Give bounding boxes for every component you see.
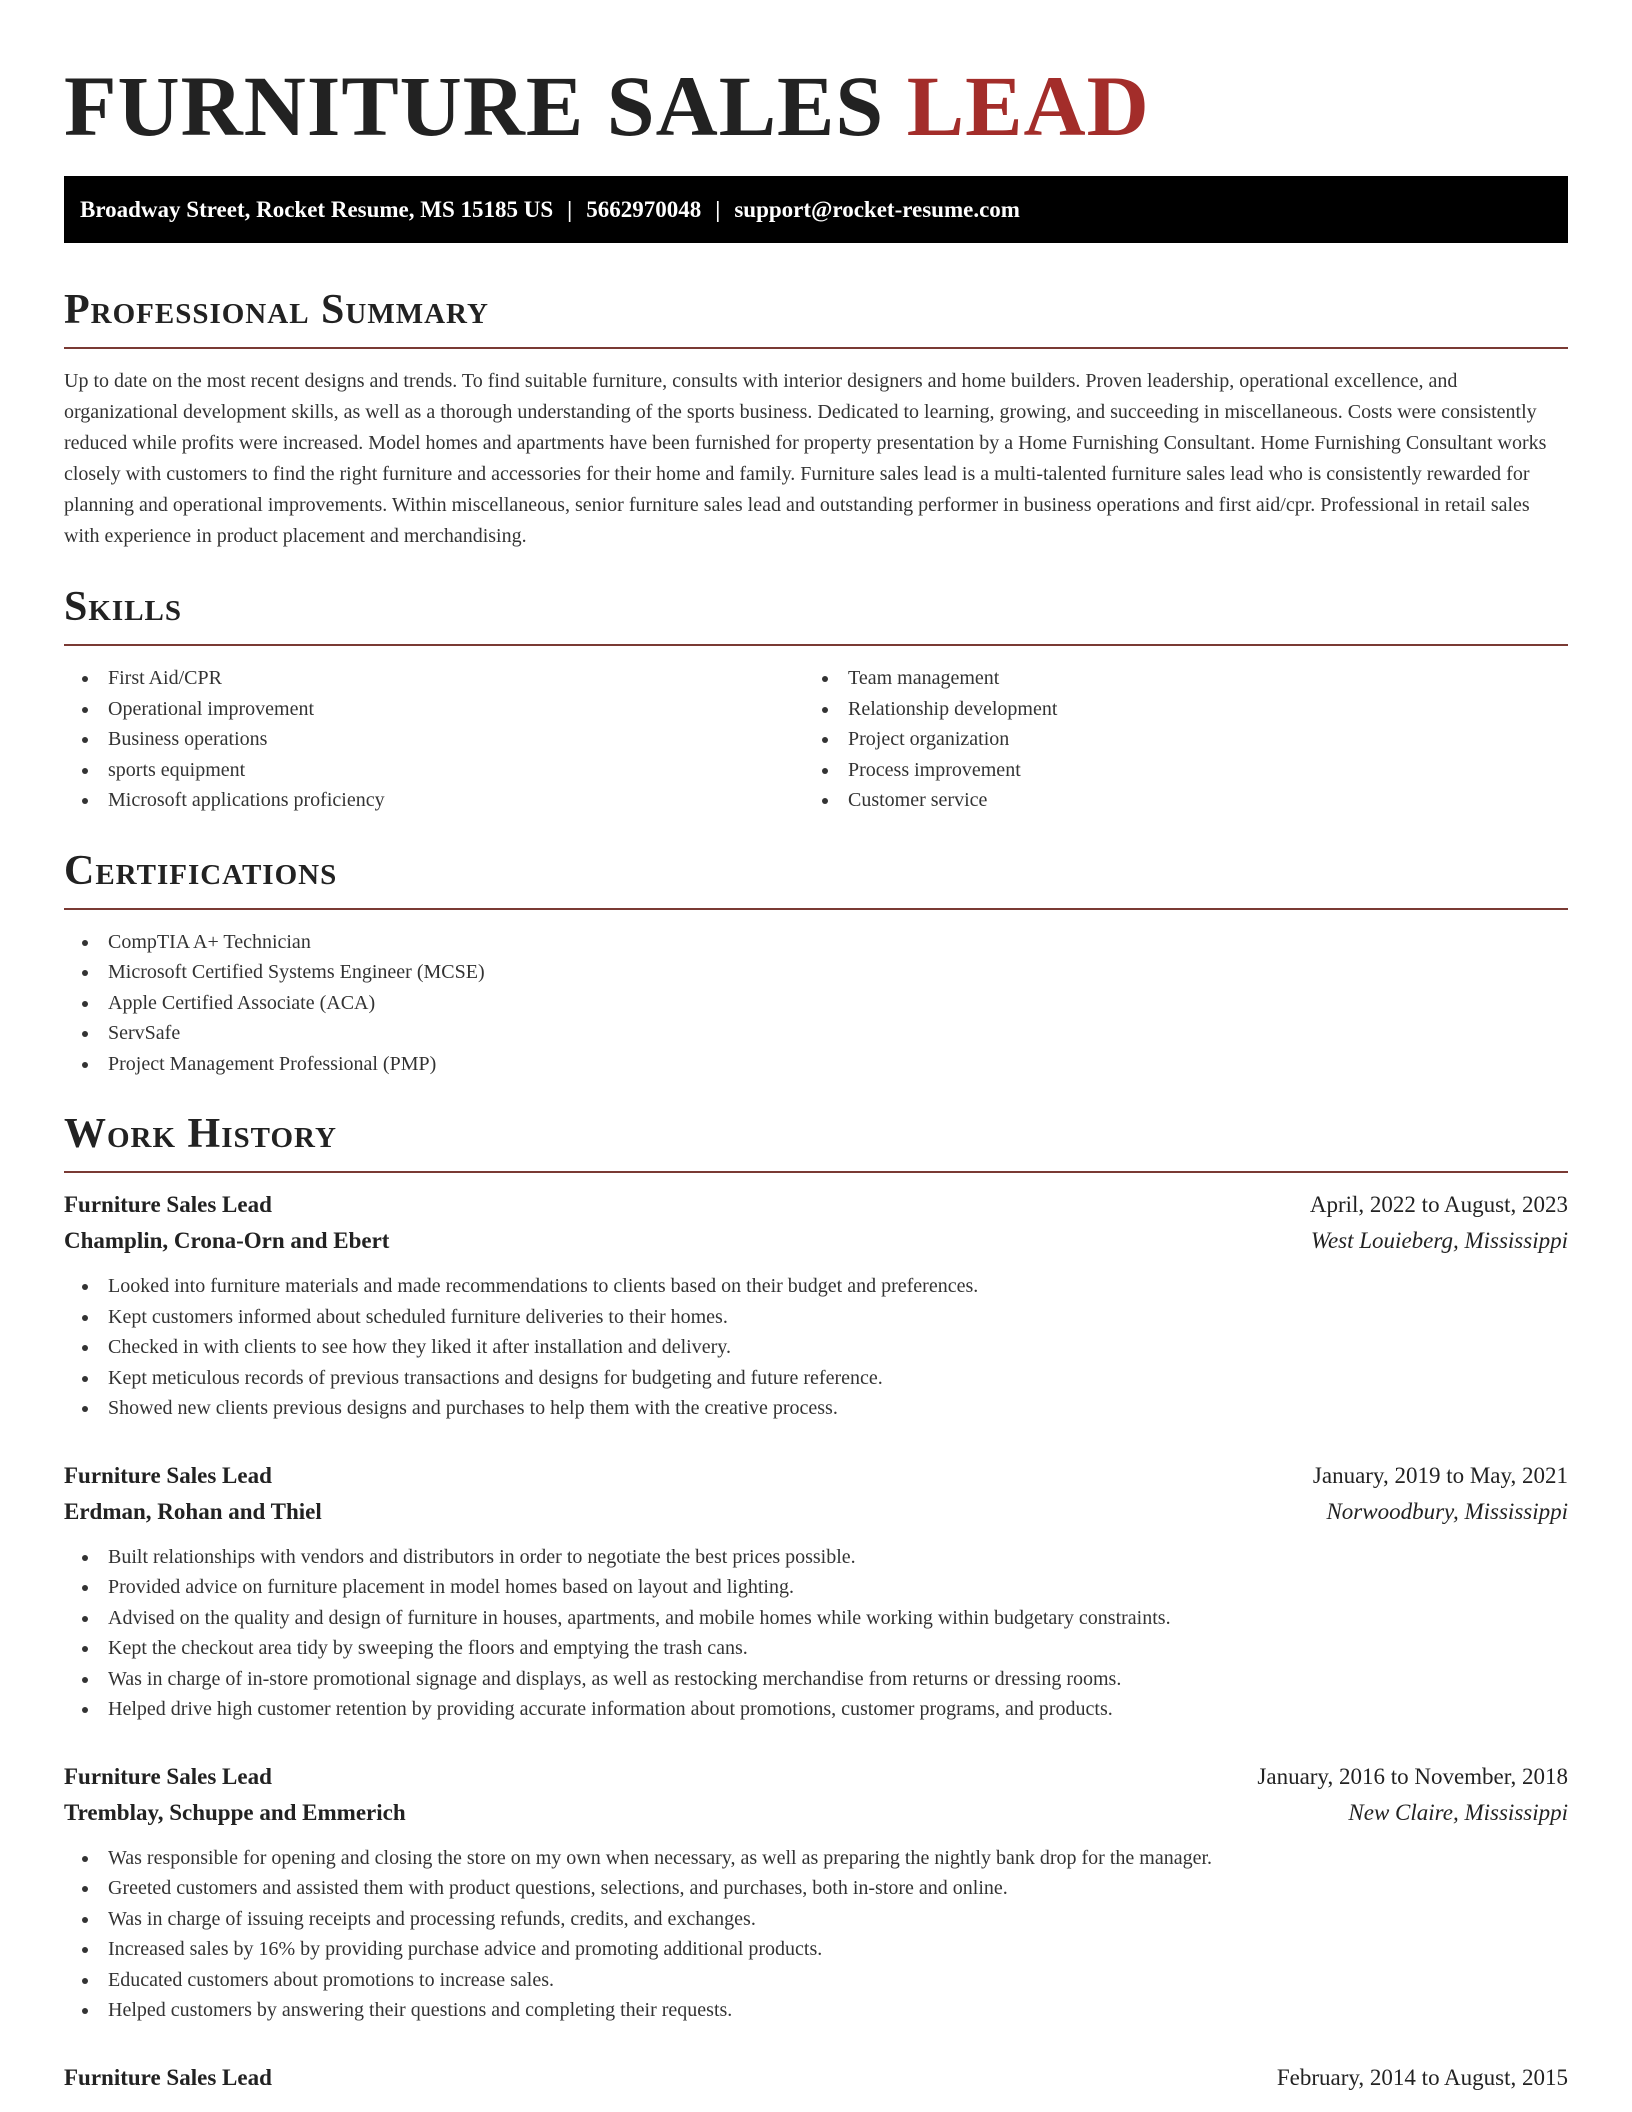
job-company-row [64,1223,1568,1259]
job-bullet: Educated customers about promotions to increase sales. [64,1965,1568,1996]
skill-item: Microsoft applications proficiency [64,785,804,816]
job-title: Furniture Sales Lead [64,2064,272,2090]
job-bullet: Kept customers informed about scheduled furniture deliveries to their homes. [64,1302,1568,1333]
skill-item: sports equipment [64,755,804,786]
skills-section [64,582,1568,816]
job-entry [64,1759,1568,2026]
job-bullet: Was in charge of issuing receipts and processing refunds, credits, and exchanges. [64,1904,1568,1935]
skill-item: Process improvement [804,755,1544,786]
job-company: Erdman, Rohan and Thiel [64,1498,322,1524]
skill-item: Relationship development [804,694,1544,725]
certification-item: Microsoft Certified Systems Engineer (MCSE) [64,957,1568,988]
skills-heading: Skills [64,582,1568,646]
job-dates: January, 2016 to November, 2018 [1257,1763,1568,1789]
skills-list-left [64,663,804,816]
certification-item: Project Management Professional (PMP) [64,1049,1568,1080]
contact-phone: 5662970048 [586,196,702,222]
contact-bar [64,176,1568,243]
job-entry [64,1458,1568,1725]
job-bullet: Advised on the quality and design of furniture in houses, apartments, and mobile homes while working within budgetary constraints. [64,1603,1568,1634]
job-header-row [64,1187,1568,1223]
work-history-section [64,1109,1568,2096]
certification-item: ServSafe [64,1018,1568,1049]
skills-list-right [804,663,1544,816]
contact-address: Broadway Street, Rocket Resume, MS 15185 US [80,196,554,222]
job-title: Furniture Sales Lead [64,1763,272,1789]
job-bullet: Built relationships with vendors and distributors in order to negotiate the best prices possible. [64,1542,1568,1573]
skill-item: First Aid/CPR [64,663,804,694]
job-bullet: Helped drive high customer retention by providing accurate information about promotions, customer programs, and products. [64,1694,1568,1725]
job-company: Champlin, Crona-Orn and Ebert [64,1228,390,1253]
job-bullet: Checked in with clients to see how they liked it after installation and delivery. [64,1332,1568,1363]
skill-item: Operational improvement [64,694,804,725]
job-bullet: Provided advice on furniture placement in model homes based on layout and lighting. [64,1572,1568,1603]
certifications-heading: Certifications [64,846,1568,910]
certifications-list [64,927,1568,1080]
job-title: Furniture Sales Lead [64,1192,272,1217]
job-bullets [64,1542,1568,1725]
job-bullets [64,1843,1568,2026]
contact-separator: | [567,196,573,222]
resume-title [64,0,1568,156]
job-bullets [64,1271,1568,1424]
job-company-row [64,1494,1568,1530]
job-bullet: Increased sales by 16% by providing purchase advice and promoting additional products. [64,1934,1568,1965]
job-dates: January, 2019 to May, 2021 [1312,1462,1568,1488]
skill-item: Customer service [804,785,1544,816]
skill-item: Business operations [64,724,804,755]
skill-item: Project organization [804,724,1544,755]
job-header-row [64,1458,1568,1494]
job-company: Tremblay, Schuppe and Emmerich [64,1799,406,1825]
certification-item: Apple Certified Associate (ACA) [64,988,1568,1019]
summary-heading: Professional Summary [64,285,1568,349]
job-header-row [64,1759,1568,1795]
job-bullet: Helped customers by answering their questions and completing their requests. [64,1995,1568,2026]
job-header-row [64,2060,1568,2096]
job-location: West Louieberg, Mississippi [1310,1228,1568,1253]
job-title: Furniture Sales Lead [64,1462,272,1488]
job-entry [64,1187,1568,1424]
job-bullet: Showed new clients previous designs and purchases to help them with the creative process. [64,1393,1568,1424]
skill-item: Team management [804,663,1544,694]
job-bullet: Was responsible for opening and closing the store on my own when necessary, as well as preparing the nightly bank drop for the manager. [64,1843,1568,1874]
job-bullet: Looked into furniture materials and made recommendations to clients based on their budget and preferences. [64,1271,1568,1302]
summary-text: Up to date on the most recent designs and trends. To find suitable furniture, consults with interior designers and home builders. Proven leadership, operational excellence, and organizational development skills, as well as a thorough understanding of the sports business. Dedicated to learning, growing, and succeeding in miscellaneous. Costs were consistently reduced while profits were increased. Model homes and apartments have been furnished for property presentation by a Home Furnishing Consultant. Home Furnishing Consultant works closely with customers to find the right furniture and accessories for their home and family. Furniture sales lead is a multi-talented furniture sales lead who is consistently rewarded for planning and operational improvements. Within miscellaneous, senior furniture sales lead and outstanding performer in business operations and first aid/cpr. Professional in retail sales with experience in product placement and merchandising. [64,370,1547,547]
job-bullet: Kept the checkout area tidy by sweeping the floors and emptying the trash cans. [64,1633,1568,1664]
job-dates: February, 2014 to August, 2015 [1276,2064,1568,2090]
title-main: FURNITURE SALES [64,58,907,154]
certifications-section [64,846,1568,1080]
contact-email[interactable]: support@rocket-resume.com [734,196,1020,222]
certification-item: CompTIA A+ Technician [64,927,1568,958]
skills-grid [64,663,1568,816]
job-entry [64,2060,1568,2096]
job-location: Norwoodbury, Mississippi [1326,1498,1568,1524]
job-dates: April, 2022 to August, 2023 [1309,1192,1568,1217]
job-bullet: Greeted customers and assisted them with product questions, selections, and purchases, both in-store and online. [64,1873,1568,1904]
work-history-heading: Work History [64,1109,1568,1173]
job-bullet: Kept meticulous records of previous transactions and designs for budgeting and future reference. [64,1363,1568,1394]
title-accent: LEAD [906,58,1150,154]
job-bullet: Was in charge of in-store promotional signage and displays, as well as restocking merchandise from returns or dressing rooms. [64,1664,1568,1695]
job-location: New Claire, Mississippi [1348,1799,1568,1825]
job-company-row [64,1795,1568,1831]
summary-section [64,285,1568,552]
contact-separator: | [715,196,721,222]
